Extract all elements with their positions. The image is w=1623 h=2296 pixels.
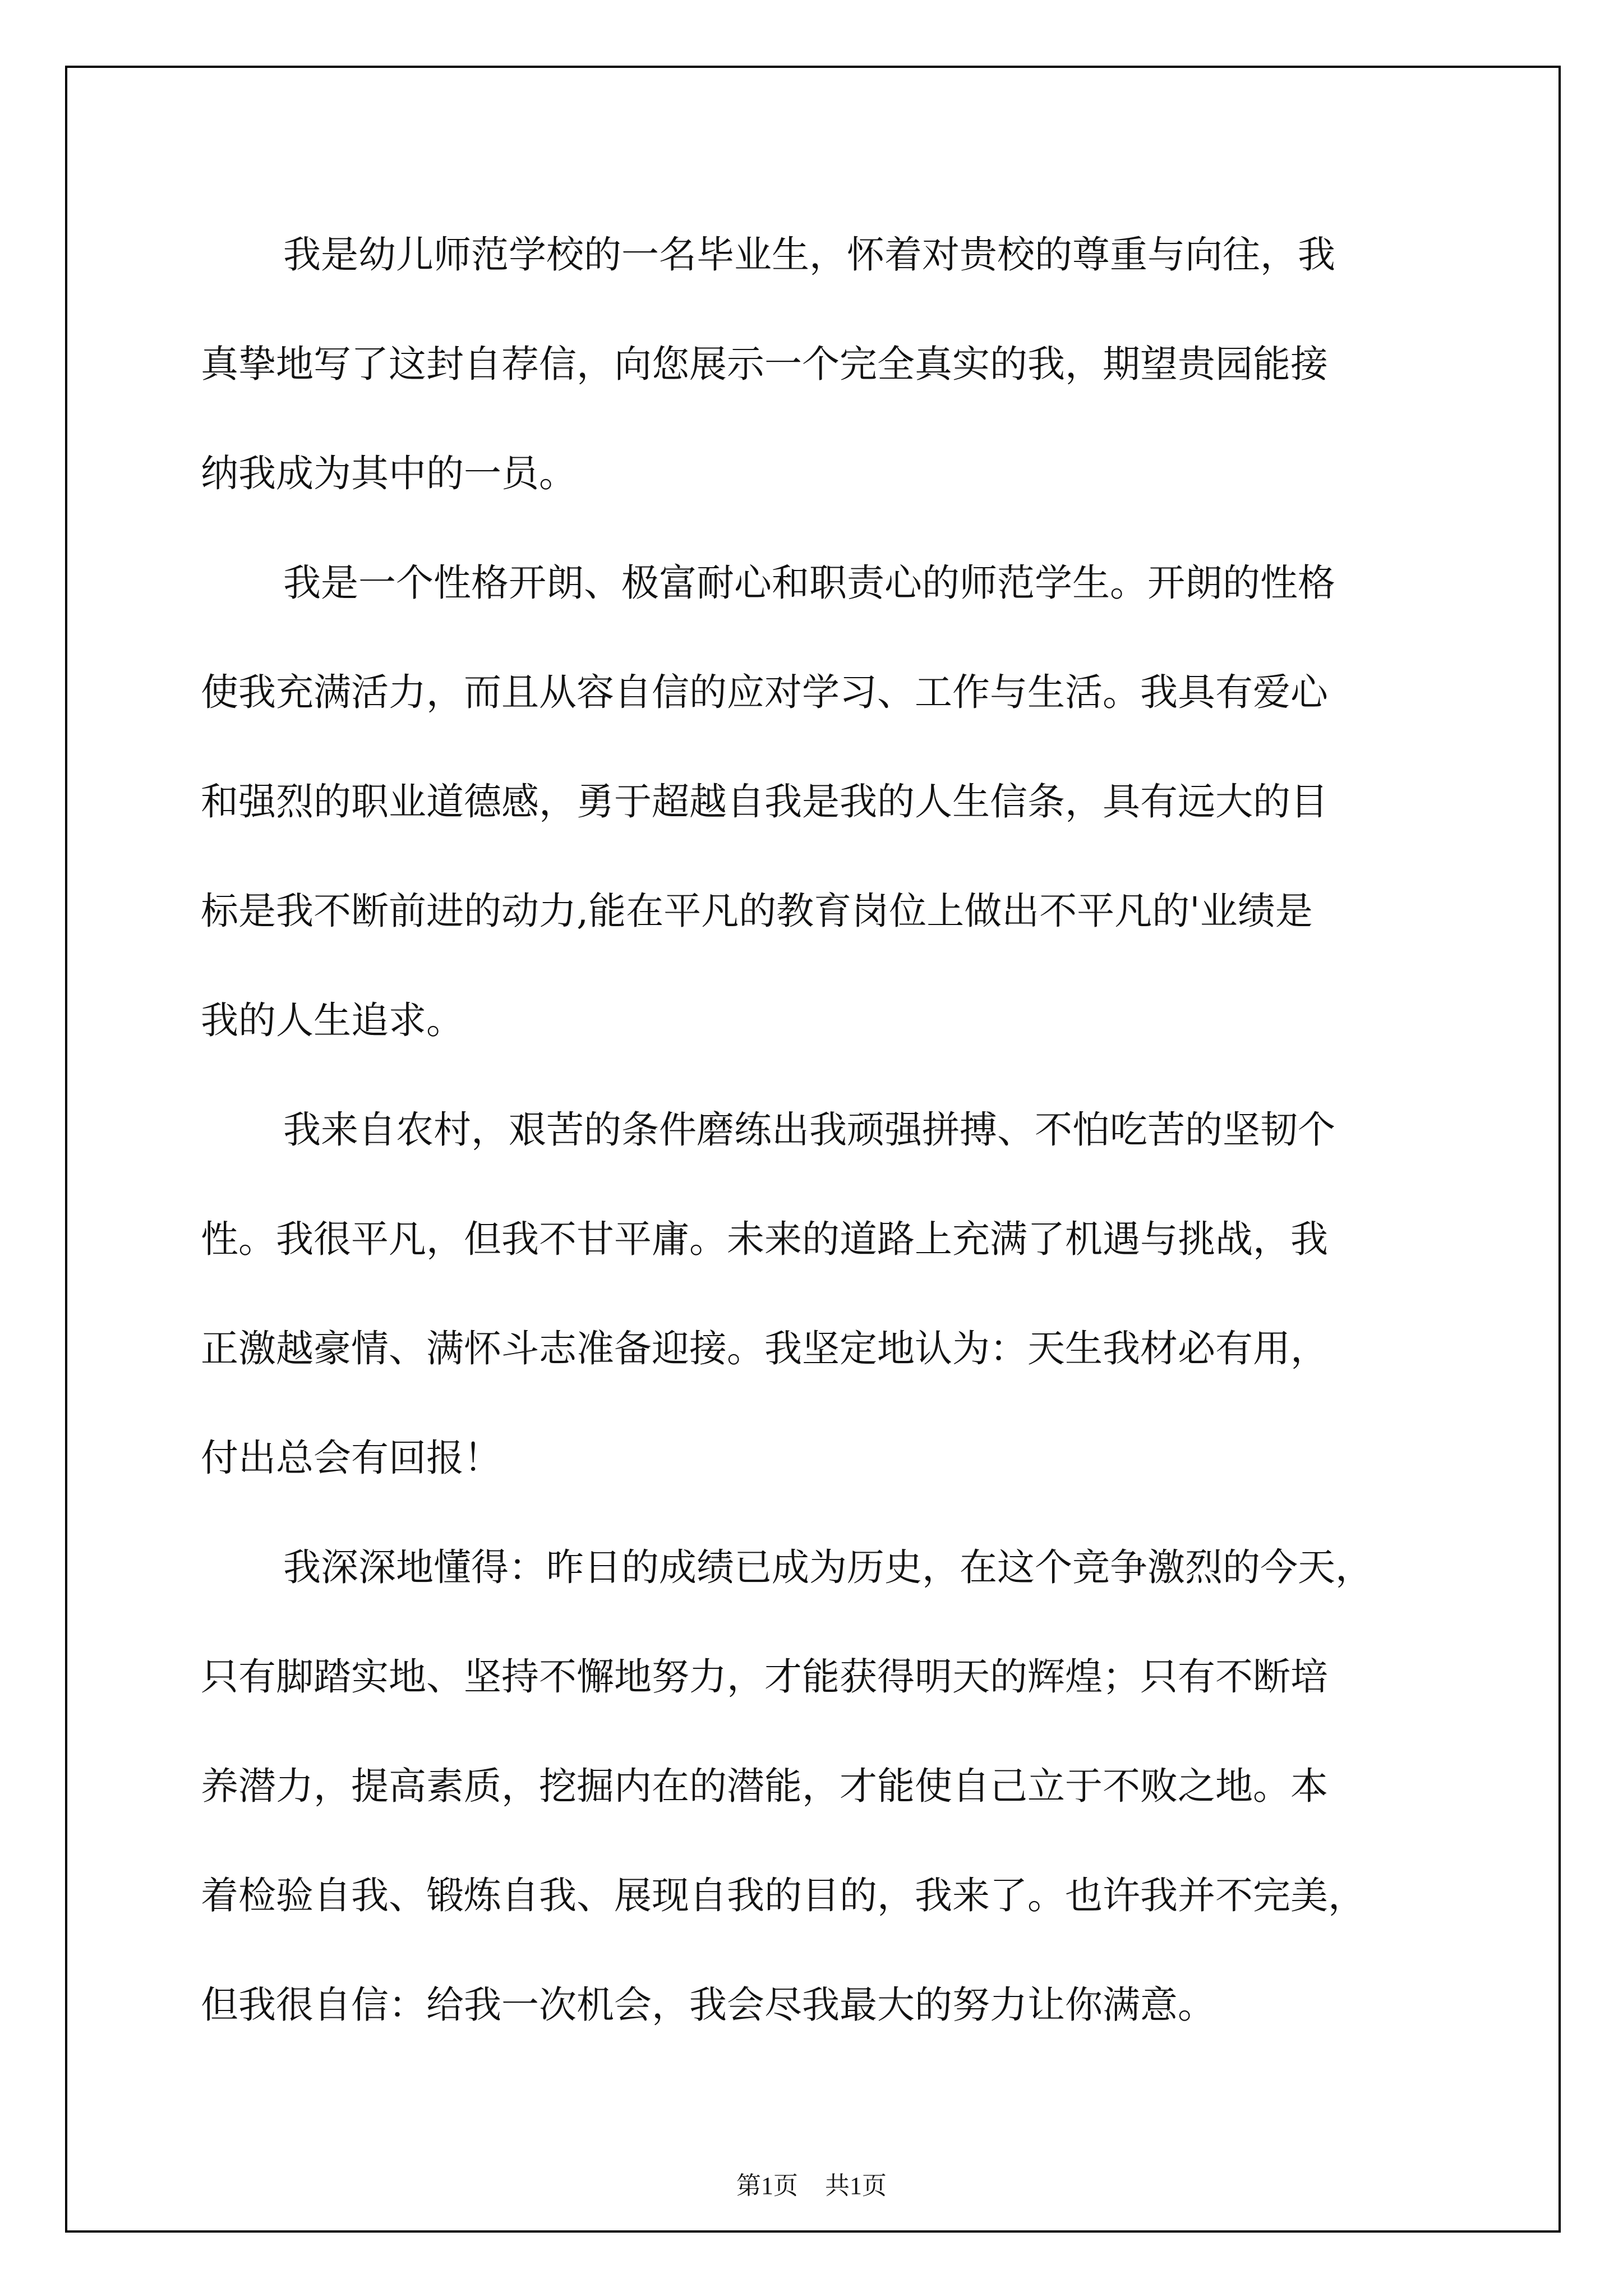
page-total: 共1页 [825, 2172, 887, 2200]
text-line: 但我很自信：给我一次机会，我会尽我最大的努力让你满意。 [201, 1983, 1215, 2027]
text-line: 我的人生追求。 [201, 999, 464, 1042]
text-line: 和强烈的职业道德感，勇于超越自我是我的人生信条，具有远大的目 [201, 780, 1328, 823]
text-line: 标是我不断前进的动力,能在平凡的教育岗位上做出不平凡的'业绩是 [201, 889, 1313, 933]
text-line: 付出总会有回报！ [201, 1436, 501, 1480]
page-footer [0, 2165, 1623, 2201]
text-line: 只有脚踏实地、坚持不懈地努力，才能获得明天的辉煌；只有不断培 [201, 1655, 1328, 1699]
text-line: 我来自农村，艰苦的条件磨练出我顽强拼搏、不怕吃苦的坚韧个 [283, 1108, 1335, 1152]
text-line: 我是幼儿师范学校的一名毕业生，怀着对贵校的尊重与向往，我 [283, 233, 1335, 277]
text-line: 性。我很平凡，但我不甘平庸。未来的道路上充满了机遇与挑战，我 [201, 1217, 1328, 1261]
text-line: 着检验自我、锻炼自我、展现自我的目的，我来了。也许我并不完美， [201, 1874, 1366, 1917]
text-line: 真挚地写了这封自荐信，向您展示一个完全真实的我，期望贵园能接 [201, 342, 1328, 386]
text-line: 纳我成为其中的一员。 [201, 452, 577, 495]
text-line: 我是一个性格开朗、极富耐心和职责心的师范学生。开朗的性格 [283, 561, 1335, 605]
text-line: 使我充满活力，而且从容自信的应对学习、工作与生活。我具有爱心 [201, 670, 1328, 714]
document-body [201, 215, 1435, 2075]
text-line: 养潜力，提高素质，挖掘内在的潜能，才能使自己立于不败之地。本 [201, 1764, 1328, 1808]
page-number: 第1页 [736, 2172, 798, 2200]
text-line: 我深深地懂得：昨日的成绩已成为历史，在这个竞争激烈的今天， [283, 1545, 1373, 1589]
text-line: 正激越豪情、满怀斗志准备迎接。我坚定地认为：天生我材必有用， [201, 1327, 1328, 1370]
